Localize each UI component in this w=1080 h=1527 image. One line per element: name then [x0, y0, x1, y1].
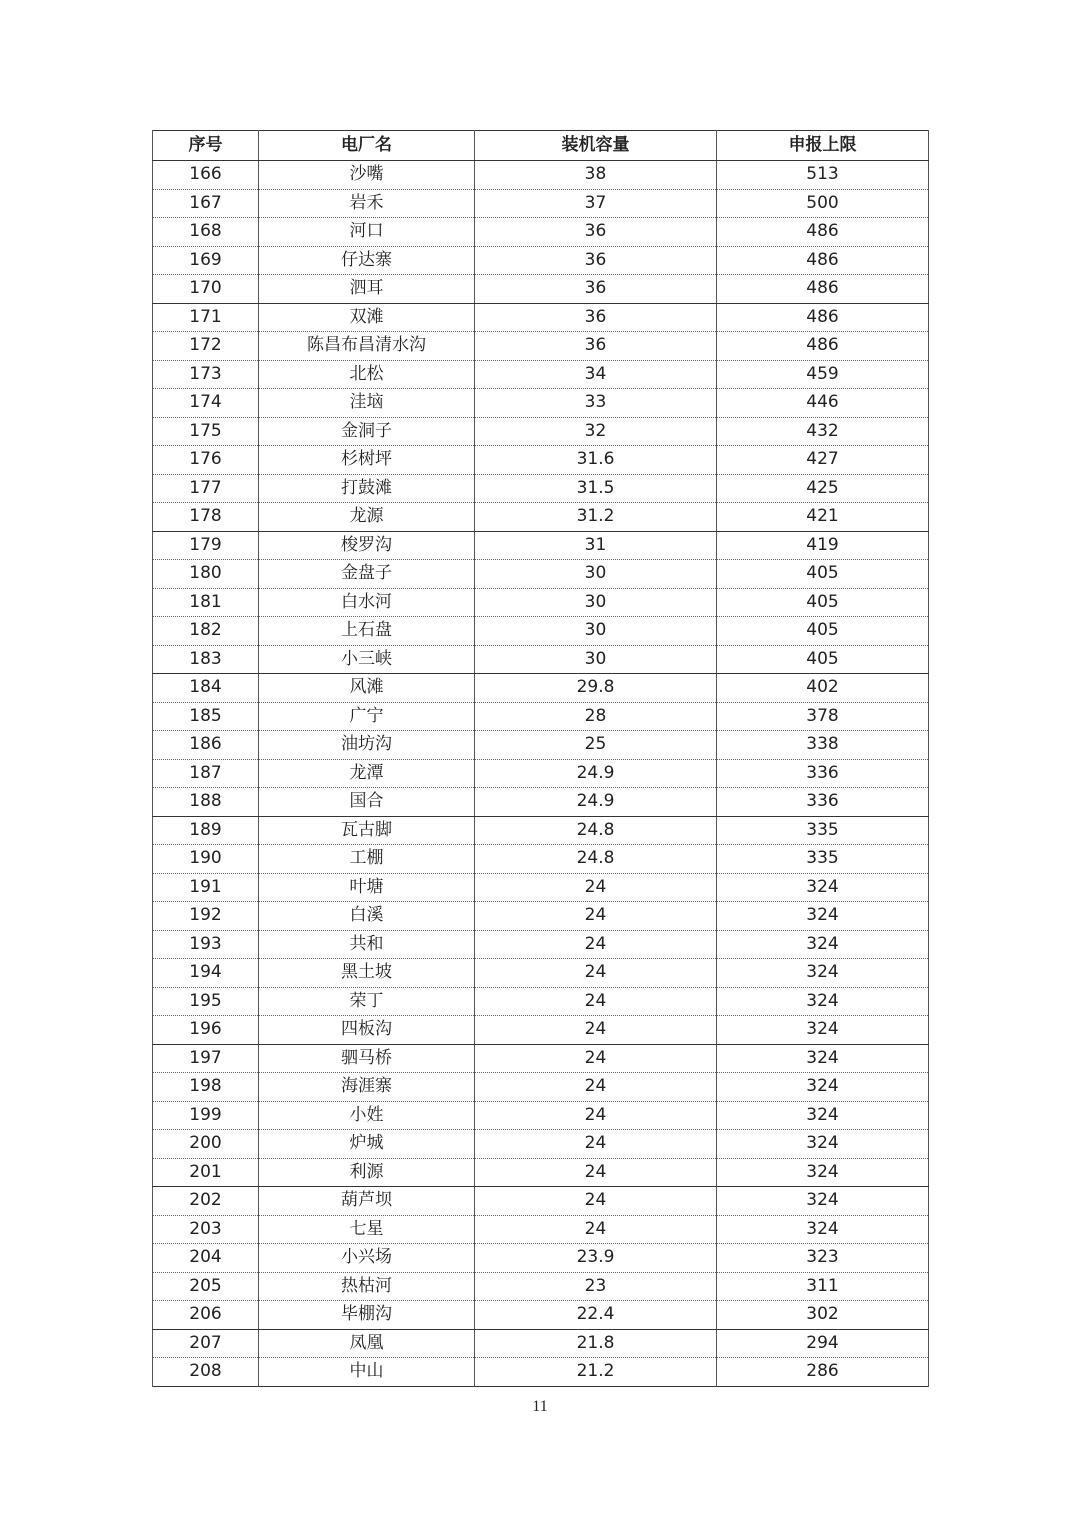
cell-declared-limit: 419: [717, 531, 929, 560]
cell-installed-capacity: 21.8: [475, 1329, 717, 1358]
cell-plant-name: 海涯寨: [259, 1073, 475, 1102]
table-row: [153, 1301, 929, 1330]
cell-serial-number: 184: [153, 674, 259, 703]
cell-plant-name: 叶塘: [259, 873, 475, 902]
cell-serial-number: 169: [153, 246, 259, 275]
table-row: [153, 560, 929, 589]
cell-serial-number: 206: [153, 1301, 259, 1330]
cell-serial-number: 202: [153, 1187, 259, 1216]
cell-declared-limit: 402: [717, 674, 929, 703]
cell-declared-limit: 286: [717, 1358, 929, 1387]
cell-installed-capacity: 21.2: [475, 1358, 717, 1387]
cell-declared-limit: 486: [717, 303, 929, 332]
table-row: [153, 417, 929, 446]
table-row: [153, 246, 929, 275]
cell-declared-limit: 324: [717, 1187, 929, 1216]
cell-installed-capacity: 36: [475, 218, 717, 247]
cell-declared-limit: 324: [717, 1073, 929, 1102]
cell-plant-name: 国合: [259, 788, 475, 817]
table-row: [153, 930, 929, 959]
cell-declared-limit: 324: [717, 902, 929, 931]
table-row: [153, 474, 929, 503]
table-row: [153, 1187, 929, 1216]
cell-declared-limit: 324: [717, 930, 929, 959]
cell-installed-capacity: 36: [475, 246, 717, 275]
cell-installed-capacity: 23: [475, 1272, 717, 1301]
cell-declared-limit: 302: [717, 1301, 929, 1330]
table-row: [153, 503, 929, 532]
cell-serial-number: 194: [153, 959, 259, 988]
cell-plant-name: 小兴场: [259, 1244, 475, 1273]
cell-plant-name: 龙潭: [259, 759, 475, 788]
cell-plant-name: 凤凰: [259, 1329, 475, 1358]
table-row: [153, 1016, 929, 1045]
table-body: [153, 161, 929, 1387]
cell-declared-limit: 405: [717, 588, 929, 617]
cell-serial-number: 187: [153, 759, 259, 788]
cell-declared-limit: 324: [717, 1016, 929, 1045]
table-row: [153, 902, 929, 931]
header-declared-limit: 申报上限: [717, 131, 929, 161]
cell-declared-limit: 294: [717, 1329, 929, 1358]
table-row: [153, 759, 929, 788]
cell-plant-name: 上石盘: [259, 617, 475, 646]
cell-plant-name: 炉城: [259, 1130, 475, 1159]
cell-plant-name: 利源: [259, 1158, 475, 1187]
table-row: [153, 531, 929, 560]
table-row: [153, 303, 929, 332]
page-number: 11: [532, 1398, 548, 1415]
table-row: [153, 959, 929, 988]
cell-declared-limit: 324: [717, 1101, 929, 1130]
table-row: [153, 588, 929, 617]
cell-plant-name: 白溪: [259, 902, 475, 931]
cell-declared-limit: 486: [717, 218, 929, 247]
header-installed-capacity: 装机容量: [475, 131, 717, 161]
cell-serial-number: 170: [153, 275, 259, 304]
cell-plant-name: 小三峡: [259, 645, 475, 674]
cell-serial-number: 180: [153, 560, 259, 589]
cell-plant-name: 沙嘴: [259, 161, 475, 190]
cell-serial-number: 185: [153, 702, 259, 731]
cell-installed-capacity: 30: [475, 588, 717, 617]
header-serial-number: 序号: [153, 131, 259, 161]
cell-installed-capacity: 36: [475, 303, 717, 332]
cell-installed-capacity: 30: [475, 617, 717, 646]
table-row: [153, 788, 929, 817]
cell-declared-limit: 323: [717, 1244, 929, 1273]
table-row: [153, 389, 929, 418]
cell-installed-capacity: 36: [475, 275, 717, 304]
table-row: [153, 987, 929, 1016]
cell-plant-name: 白水河: [259, 588, 475, 617]
cell-installed-capacity: 24: [475, 1073, 717, 1102]
cell-plant-name: 七星: [259, 1215, 475, 1244]
cell-serial-number: 201: [153, 1158, 259, 1187]
cell-installed-capacity: 24: [475, 873, 717, 902]
cell-plant-name: 梭罗沟: [259, 531, 475, 560]
cell-plant-name: 杉树坪: [259, 446, 475, 475]
cell-serial-number: 174: [153, 389, 259, 418]
cell-plant-name: 共和: [259, 930, 475, 959]
cell-declared-limit: 500: [717, 189, 929, 218]
cell-installed-capacity: 24: [475, 1016, 717, 1045]
table-row: [153, 1272, 929, 1301]
cell-installed-capacity: 24: [475, 1158, 717, 1187]
cell-serial-number: 195: [153, 987, 259, 1016]
cell-plant-name: 四板沟: [259, 1016, 475, 1045]
cell-serial-number: 203: [153, 1215, 259, 1244]
header-row: [153, 131, 929, 161]
cell-installed-capacity: 23.9: [475, 1244, 717, 1273]
cell-plant-name: 打鼓滩: [259, 474, 475, 503]
cell-installed-capacity: 24: [475, 1044, 717, 1073]
table-row: [153, 360, 929, 389]
cell-serial-number: 176: [153, 446, 259, 475]
table-row: [153, 645, 929, 674]
cell-plant-name: 河口: [259, 218, 475, 247]
cell-declared-limit: 513: [717, 161, 929, 190]
cell-serial-number: 179: [153, 531, 259, 560]
cell-installed-capacity: 24: [475, 987, 717, 1016]
cell-installed-capacity: 30: [475, 560, 717, 589]
table-row: [153, 1158, 929, 1187]
cell-plant-name: 小姓: [259, 1101, 475, 1130]
cell-serial-number: 190: [153, 845, 259, 874]
cell-plant-name: 热枯河: [259, 1272, 475, 1301]
cell-serial-number: 208: [153, 1358, 259, 1387]
power-plant-table: [152, 130, 929, 1387]
cell-installed-capacity: 38: [475, 161, 717, 190]
cell-declared-limit: 336: [717, 788, 929, 817]
cell-declared-limit: 405: [717, 560, 929, 589]
cell-installed-capacity: 31: [475, 531, 717, 560]
cell-installed-capacity: 33: [475, 389, 717, 418]
cell-installed-capacity: 24: [475, 1187, 717, 1216]
cell-plant-name: 葫芦坝: [259, 1187, 475, 1216]
cell-serial-number: 186: [153, 731, 259, 760]
cell-serial-number: 191: [153, 873, 259, 902]
cell-installed-capacity: 24.8: [475, 816, 717, 845]
cell-declared-limit: 336: [717, 759, 929, 788]
cell-plant-name: 油坊沟: [259, 731, 475, 760]
cell-plant-name: 驷马桥: [259, 1044, 475, 1073]
cell-plant-name: 双滩: [259, 303, 475, 332]
cell-declared-limit: 425: [717, 474, 929, 503]
cell-plant-name: 中山: [259, 1358, 475, 1387]
cell-serial-number: 199: [153, 1101, 259, 1130]
cell-declared-limit: 421: [717, 503, 929, 532]
cell-declared-limit: 324: [717, 1044, 929, 1073]
table-row: [153, 1073, 929, 1102]
cell-installed-capacity: 32: [475, 417, 717, 446]
cell-installed-capacity: 24.8: [475, 845, 717, 874]
table-row: [153, 674, 929, 703]
table-row: [153, 1101, 929, 1130]
table-row: [153, 275, 929, 304]
cell-installed-capacity: 37: [475, 189, 717, 218]
table-row: [153, 1130, 929, 1159]
cell-declared-limit: 486: [717, 332, 929, 361]
cell-serial-number: 177: [153, 474, 259, 503]
table-row: [153, 702, 929, 731]
cell-installed-capacity: 24.9: [475, 788, 717, 817]
cell-plant-name: 北松: [259, 360, 475, 389]
cell-serial-number: 173: [153, 360, 259, 389]
cell-declared-limit: 335: [717, 816, 929, 845]
header-plant-name: 电厂名: [259, 131, 475, 161]
table-row: [153, 161, 929, 190]
cell-serial-number: 178: [153, 503, 259, 532]
cell-plant-name: 岩禾: [259, 189, 475, 218]
cell-serial-number: 189: [153, 816, 259, 845]
cell-declared-limit: 324: [717, 873, 929, 902]
cell-plant-name: 瓦古脚: [259, 816, 475, 845]
cell-installed-capacity: 29.8: [475, 674, 717, 703]
cell-declared-limit: 338: [717, 731, 929, 760]
table-row: [153, 218, 929, 247]
cell-plant-name: 金洞子: [259, 417, 475, 446]
cell-declared-limit: 378: [717, 702, 929, 731]
table-row: [153, 1044, 929, 1073]
cell-declared-limit: 324: [717, 1215, 929, 1244]
cell-installed-capacity: 24.9: [475, 759, 717, 788]
table-row: [153, 1329, 929, 1358]
cell-serial-number: 172: [153, 332, 259, 361]
cell-installed-capacity: 28: [475, 702, 717, 731]
cell-installed-capacity: 31.2: [475, 503, 717, 532]
cell-plant-name: 毕棚沟: [259, 1301, 475, 1330]
table-row: [153, 446, 929, 475]
cell-serial-number: 183: [153, 645, 259, 674]
cell-plant-name: 龙源: [259, 503, 475, 532]
cell-serial-number: 188: [153, 788, 259, 817]
cell-serial-number: 204: [153, 1244, 259, 1273]
cell-installed-capacity: 24: [475, 959, 717, 988]
cell-serial-number: 192: [153, 902, 259, 931]
cell-plant-name: 泗耳: [259, 275, 475, 304]
cell-declared-limit: 459: [717, 360, 929, 389]
cell-declared-limit: 335: [717, 845, 929, 874]
cell-declared-limit: 432: [717, 417, 929, 446]
table-row: [153, 617, 929, 646]
cell-serial-number: 167: [153, 189, 259, 218]
table-row: [153, 873, 929, 902]
cell-installed-capacity: 22.4: [475, 1301, 717, 1330]
cell-installed-capacity: 36: [475, 332, 717, 361]
cell-declared-limit: 446: [717, 389, 929, 418]
cell-installed-capacity: 25: [475, 731, 717, 760]
cell-installed-capacity: 34: [475, 360, 717, 389]
table-row: [153, 845, 929, 874]
cell-installed-capacity: 24: [475, 1101, 717, 1130]
cell-declared-limit: 311: [717, 1272, 929, 1301]
cell-installed-capacity: 24: [475, 1130, 717, 1159]
cell-declared-limit: 427: [717, 446, 929, 475]
table-header: [153, 131, 929, 161]
cell-declared-limit: 486: [717, 275, 929, 304]
cell-serial-number: 175: [153, 417, 259, 446]
cell-installed-capacity: 24: [475, 1215, 717, 1244]
cell-installed-capacity: 31.5: [475, 474, 717, 503]
cell-declared-limit: 405: [717, 617, 929, 646]
cell-plant-name: 黑土坡: [259, 959, 475, 988]
cell-serial-number: 198: [153, 1073, 259, 1102]
table-row: [153, 816, 929, 845]
table-row: [153, 731, 929, 760]
table-row: [153, 1215, 929, 1244]
cell-plant-name: 工棚: [259, 845, 475, 874]
cell-serial-number: 200: [153, 1130, 259, 1159]
table-row: [153, 1244, 929, 1273]
cell-plant-name: 广宁: [259, 702, 475, 731]
cell-installed-capacity: 31.6: [475, 446, 717, 475]
cell-plant-name: 仔达寨: [259, 246, 475, 275]
table-row: [153, 189, 929, 218]
cell-serial-number: 207: [153, 1329, 259, 1358]
cell-declared-limit: 324: [717, 959, 929, 988]
cell-serial-number: 181: [153, 588, 259, 617]
cell-serial-number: 166: [153, 161, 259, 190]
cell-serial-number: 182: [153, 617, 259, 646]
cell-declared-limit: 405: [717, 645, 929, 674]
table-row: [153, 1358, 929, 1387]
cell-installed-capacity: 30: [475, 645, 717, 674]
cell-declared-limit: 324: [717, 1130, 929, 1159]
cell-serial-number: 205: [153, 1272, 259, 1301]
cell-serial-number: 193: [153, 930, 259, 959]
cell-declared-limit: 324: [717, 987, 929, 1016]
cell-plant-name: 洼垴: [259, 389, 475, 418]
cell-plant-name: 金盘子: [259, 560, 475, 589]
cell-serial-number: 197: [153, 1044, 259, 1073]
cell-declared-limit: 486: [717, 246, 929, 275]
cell-serial-number: 171: [153, 303, 259, 332]
cell-plant-name: 陈昌布昌清水沟: [259, 332, 475, 361]
cell-installed-capacity: 24: [475, 902, 717, 931]
cell-serial-number: 196: [153, 1016, 259, 1045]
cell-installed-capacity: 24: [475, 930, 717, 959]
cell-plant-name: 荣丁: [259, 987, 475, 1016]
cell-serial-number: 168: [153, 218, 259, 247]
cell-plant-name: 风滩: [259, 674, 475, 703]
cell-declared-limit: 324: [717, 1158, 929, 1187]
table-row: [153, 332, 929, 361]
